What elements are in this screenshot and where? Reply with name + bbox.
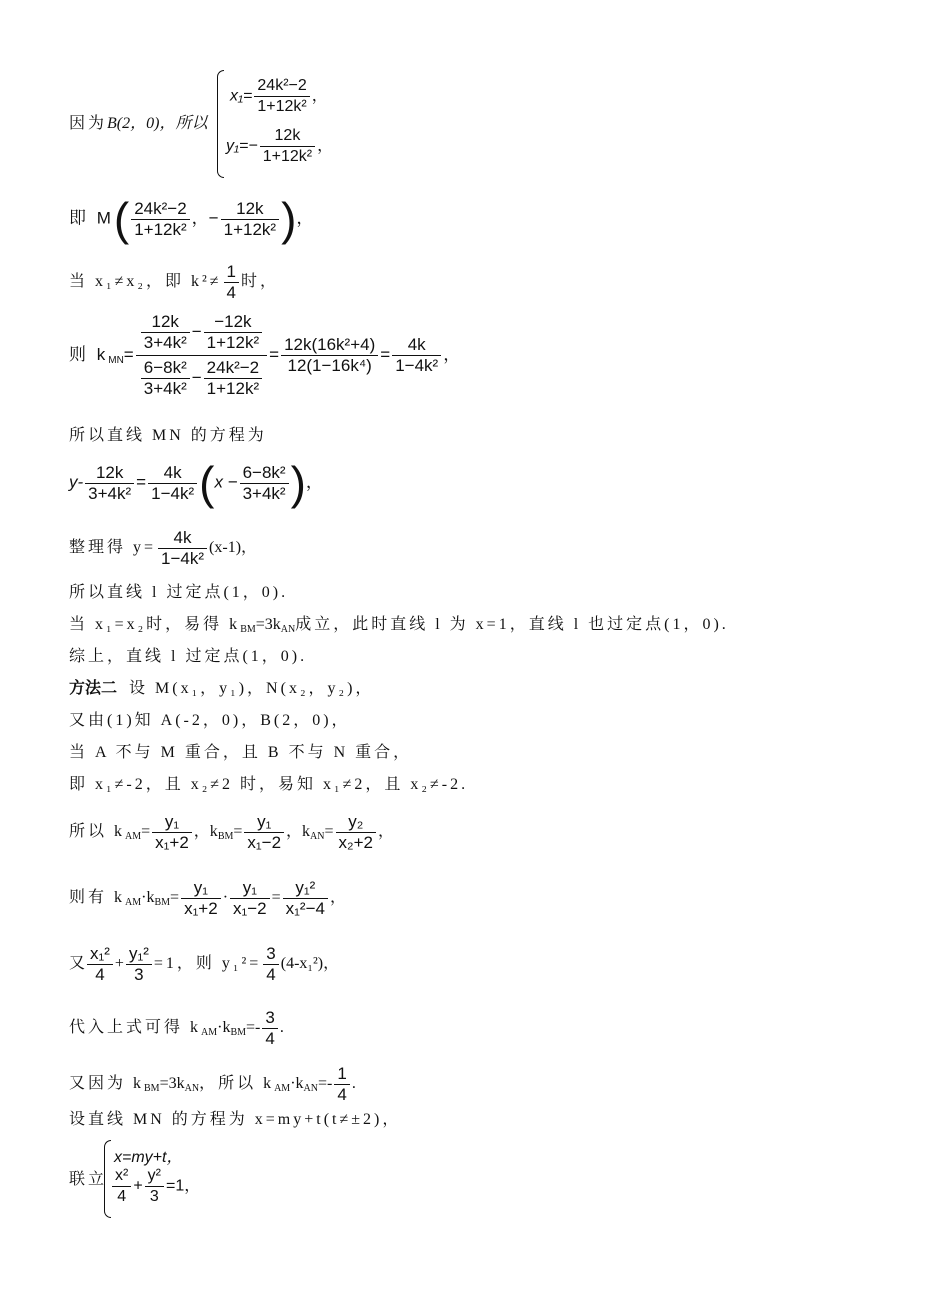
sub-prefix: 代入上式可得 k: [69, 1019, 202, 1037]
product-c-den: x₁²−4: [285, 899, 325, 918]
rel-sub-an2: AN: [303, 1083, 318, 1095]
kan-fraction: [336, 812, 376, 853]
quarter-fraction: [224, 262, 239, 303]
condition-end: 时，: [241, 273, 280, 291]
equation-y1: y₁=− $\frac{12k}{\text{1+12k²}}$ ，: [226, 127, 334, 165]
ellipse-b-num: y₁²: [126, 944, 152, 965]
line-4-slope: 则 $k_{MN}=$ $\frac{12k}{\text{3+4k²}}$ − $\frac{-12k}{\text{1+12k²}}$ $\frac{\text{6−8k²}}{\text{3+4k²}}$ − $\frac{\text{24k²−2}}{\text{1+12k²}}$ = $\frac{\text{12k(16k²+4)}}{\text{12(1−16k⁴)}}$ = $\frac{4k}{\text{1−4k²}}$ ，: [69, 312, 461, 398]
product-b: [230, 878, 270, 919]
ellipse-c-num: 3: [263, 944, 278, 965]
line-11-text: [69, 679, 374, 699]
text-so-m: 即 M: [69, 208, 114, 228]
system-a-den: 4: [117, 1188, 127, 1205]
x1-fraction: [254, 76, 309, 117]
line-10-text: 综上，直线 l 过定点(1，0).: [69, 648, 308, 665]
rel-mid: =3k: [159, 1075, 185, 1093]
slope-a-num: 12k: [141, 312, 190, 333]
sub-am: AM: [201, 1027, 218, 1039]
system-end: =1，: [166, 1177, 201, 1195]
slope-c-num: 6−8k²: [141, 358, 190, 379]
system-b-den: 3: [149, 1188, 159, 1205]
eq-x-minus: x −: [214, 472, 238, 492]
slope-d: [204, 358, 262, 399]
m-x-denominator: 1+12k²: [134, 219, 187, 239]
eq-a-den: 3+4k²: [88, 483, 132, 503]
sub-dot: ·k: [217, 1019, 231, 1037]
x1-numerator: 24k²−2: [254, 76, 309, 97]
sub-fraction: [262, 1008, 277, 1049]
y1-denominator: 1+12k²: [262, 148, 313, 165]
product-a: [181, 878, 221, 919]
quarter-denominator: 4: [226, 283, 236, 302]
product-a-den: x₁+2: [184, 899, 218, 918]
eq-b-den: 1−4k²: [151, 483, 195, 503]
line-15-slopes: 所以 $k_{AM}=$ $\frac{\text{y₁}}{\text{x₁+2}}$ ，$k_{BM}=$ $\frac{\text{y₁}}{\text{x₁−2}}$ ，$k_{AN}=$ $\frac{\text{y₂}}{\text{x₂+2}}$ ，: [69, 812, 395, 852]
ellipse-b: [126, 944, 152, 985]
m-x-fraction: [131, 199, 189, 240]
m-y-numerator: 12k: [221, 199, 279, 220]
case-sub-bm: BM: [240, 624, 256, 635]
slope-r1: [281, 335, 378, 376]
case-mid: =3k: [255, 616, 281, 633]
slope-d-den: 1+12k²: [206, 379, 260, 398]
eq-b: [148, 463, 197, 504]
sub-bm: BM: [230, 1027, 247, 1039]
rel-num: 1: [334, 1064, 349, 1085]
product-c: [283, 878, 328, 919]
m-y-fraction: [221, 199, 279, 240]
slope-b-num: −12k: [204, 312, 262, 333]
slopes-sep2: ，k: [286, 823, 311, 841]
simplify-fraction: [158, 528, 207, 569]
kam-den: x₁+2: [155, 833, 189, 852]
slope-compound-fraction: [136, 312, 267, 399]
ellipse-prefix: 又: [69, 955, 86, 973]
ellipse-a-num: x₁²: [87, 944, 113, 965]
line-18-substitute: 代入上式可得 $k_{AM}\cdot k_{BM}=-$ $\frac{3}{4}$ .: [69, 1008, 284, 1048]
kan-den: x₂+2: [338, 833, 374, 852]
slope-prefix: 则 k: [69, 344, 109, 364]
simplify-num: 4k: [158, 528, 207, 549]
y1-numerator: 12k: [260, 126, 315, 147]
rel-den: 4: [337, 1085, 347, 1104]
line-9-text: [69, 615, 729, 640]
ellipse-c-den: 4: [266, 965, 276, 984]
slope-r2: [392, 335, 441, 376]
m-x-numerator: 24k²−2: [131, 199, 189, 220]
product-c-num: y₁²: [283, 878, 328, 899]
rel-sub-am: AM: [274, 1083, 291, 1095]
line-5-text: 所以直线 MN 的方程为: [69, 427, 267, 444]
slopes-sub-bm: BM: [217, 831, 234, 843]
line-14-text: 即 x₁≠-2，且 x₂≠2 时，易知 x₁≠2，且 x₂≠-2.: [69, 776, 469, 793]
slope-a: [141, 312, 190, 353]
kbm-num: y₁: [244, 812, 284, 833]
sub-den: 4: [265, 1029, 275, 1048]
slope-b: [204, 312, 262, 353]
ellipse-mid: =1，则 y₁²=: [153, 955, 262, 973]
kam-fraction: [152, 812, 192, 853]
eq-a: [85, 463, 134, 504]
quarter-numerator: 1: [224, 262, 239, 283]
line-3-text: [69, 262, 279, 303]
point-b: B(2，0)，所以: [107, 115, 208, 132]
slope-r1-num: 12k(16k²+4): [281, 335, 378, 356]
eq-y-prefix: y-: [69, 472, 84, 492]
system-a-num: x²: [112, 1166, 131, 1187]
rel-fraction: [334, 1064, 349, 1105]
line-7-text: [69, 528, 257, 569]
product-b-den: x₁−2: [233, 899, 267, 918]
equation-x1: x₁= $\frac{\text{24k²−2}}{\text{1+12k²}}$ ，: [230, 77, 328, 115]
ellipse-a: [87, 944, 113, 985]
condition-text: 当 x₁≠x₂，即 k²≠: [69, 273, 222, 291]
system-a: [112, 1166, 131, 1207]
sub-num: 3: [262, 1008, 277, 1029]
m-end: ，: [296, 208, 314, 228]
product-b-num: y₁: [230, 878, 270, 899]
eq-c-den: 3+4k²: [242, 483, 286, 503]
product-sub-bm: BM: [154, 897, 171, 909]
rel-sub-bm: BM: [144, 1083, 160, 1095]
slopes-sub-am: AM: [125, 831, 142, 843]
line-20-text: 设直线 MN 的方程为 x=my+t(t≠±2)，: [69, 1111, 402, 1128]
ellipse-end: (4-x₁²)，: [280, 955, 340, 973]
line-13-text: 当 A 不与 M 重合，且 B 不与 N 重合，: [69, 744, 413, 761]
y1-label: y₁=−: [226, 137, 258, 155]
x1-label: x₁=: [230, 87, 253, 105]
slope-r2-num: 4k: [392, 335, 441, 356]
slope-b-den: 1+12k²: [206, 333, 260, 352]
method-two-setup: 设 M(x₁，y₁)，N(x₂，y₂)，: [129, 680, 375, 697]
rel-sub-an: AN: [184, 1083, 200, 1095]
slope-compound-numerator: $\frac{12k}{\text{3+4k²}}$ − $\frac{-12k}{\text{1+12k²}}$: [136, 312, 267, 356]
kam-num: y₁: [152, 812, 192, 833]
slopes-sub-an: AN: [310, 831, 325, 843]
slope-r1-den: 12(1−16k⁴): [287, 356, 372, 375]
product-sub-am: AM: [125, 897, 142, 909]
eq-a-num: 12k: [85, 463, 134, 484]
m-separator: ，−: [191, 208, 219, 228]
y1-fraction: [260, 126, 315, 167]
slope-c-den: 3+4k²: [143, 379, 187, 398]
line-19-relation: 又因为 $k_{BM}=3k_{AN}$，所以 $k_{AM}\cdot k_{AN}=-$ $\frac{1}{4}$ .: [69, 1064, 356, 1104]
line-8-text: 所以直线 l 过定点(1，0).: [69, 584, 289, 601]
system-eq-ellipse: $\frac{\text{x²}}{4}$ + $\frac{\text{y²}}{3}$ =1，: [110, 1166, 200, 1207]
rel-eq: =-: [317, 1075, 333, 1093]
product-prefix: 则有 k: [69, 889, 126, 907]
system-eq1: x=my+t，: [114, 1149, 183, 1166]
ellipse-b-den: 3: [134, 965, 144, 984]
eq-c: [240, 463, 289, 504]
case-sub-an: AN: [280, 624, 296, 635]
sub-eq: =-: [246, 1019, 261, 1037]
line-17-ellipse: 又 $\frac{\text{x₁²}}{4}$ + $\frac{\text{y₁²}}{3}$ =1，则 y₁²= $\frac{3}{4}$ (4-x₁²)，: [69, 944, 340, 984]
slope-subscript: MN: [108, 354, 124, 366]
slopes-sep1: ，k: [193, 823, 218, 841]
rel-prefix: 又因为 k: [69, 1075, 145, 1093]
text-because: 因为: [69, 115, 108, 132]
ellipse-a-den: 4: [95, 965, 105, 984]
slope-d-num: 24k²−2: [204, 358, 262, 379]
system-eq-line: [114, 1144, 182, 1167]
slope-a-den: 3+4k²: [143, 333, 187, 352]
simplify-end: (x-1)，: [209, 539, 258, 557]
x1-denominator: 1+12k²: [257, 98, 307, 115]
slopes-prefix: 所以 k: [69, 823, 126, 841]
slope-r2-den: 1−4k²: [395, 356, 439, 375]
line-12-text: 又由(1)知 A(-2，0)，B(2，0)，: [69, 712, 351, 729]
line-1-text: [69, 114, 207, 134]
case-prefix: 当 x₁=x₂时，易得 k: [69, 616, 241, 633]
kan-num: y₂: [336, 812, 376, 833]
line-2-text: 即 M( $\frac{\text{24k²−2}}{\text{1+12k²}}$ ，− $\frac{12k}{\text{1+12k²}}$ )，: [69, 193, 314, 245]
kbm-den: x₁−2: [247, 833, 282, 852]
product-dot: ·k: [141, 889, 155, 907]
system-b-num: y²: [145, 1166, 164, 1187]
simplify-prefix: 整理得 y=: [69, 539, 157, 557]
simplify-den: 1−4k²: [161, 549, 205, 568]
m-y-denominator: 1+12k²: [223, 219, 277, 239]
case-end: 成立，此时直线 l 为 x=1，直线 l 也过定点(1，0).: [295, 616, 729, 633]
eq-b-num: 4k: [148, 463, 197, 484]
product-a-num: y₁: [181, 878, 221, 899]
system-brace-1: [217, 70, 224, 178]
eq-c-num: 6−8k²: [240, 463, 289, 484]
system-b: [145, 1166, 164, 1207]
ellipse-c: [263, 944, 278, 985]
rel-mid2: ，所以 k: [199, 1075, 275, 1093]
slope-c: [141, 358, 190, 399]
line-21-prefix: 联立: [69, 1171, 108, 1188]
line-16-product: 则有 $k_{AM}\cdot k_{BM}=$ $\frac{\text{y₁}}{\text{x₁+2}}$ · $\frac{\text{y₁}}{\text{x₁−2}}$ = $\frac{\text{y₁²}}{\text{x₁²−4}}$ ，: [69, 878, 346, 918]
rel-dot: ·k: [290, 1075, 304, 1093]
slope-compound-denominator: $\frac{\text{6−8k²}}{\text{3+4k²}}$ − $\frac{\text{24k²−2}}{\text{1+12k²}}$: [136, 356, 267, 399]
method-two-heading: 方法二: [69, 680, 118, 697]
kbm-fraction: [244, 812, 284, 853]
line-6-equation: y- $\frac{12k}{\text{3+4k²}}$ = $\frac{4k}{\text{1−4k²}}$ (x − $\frac{\text{6−8k²}}{\text{3+4k²}}$ )，: [69, 457, 323, 509]
